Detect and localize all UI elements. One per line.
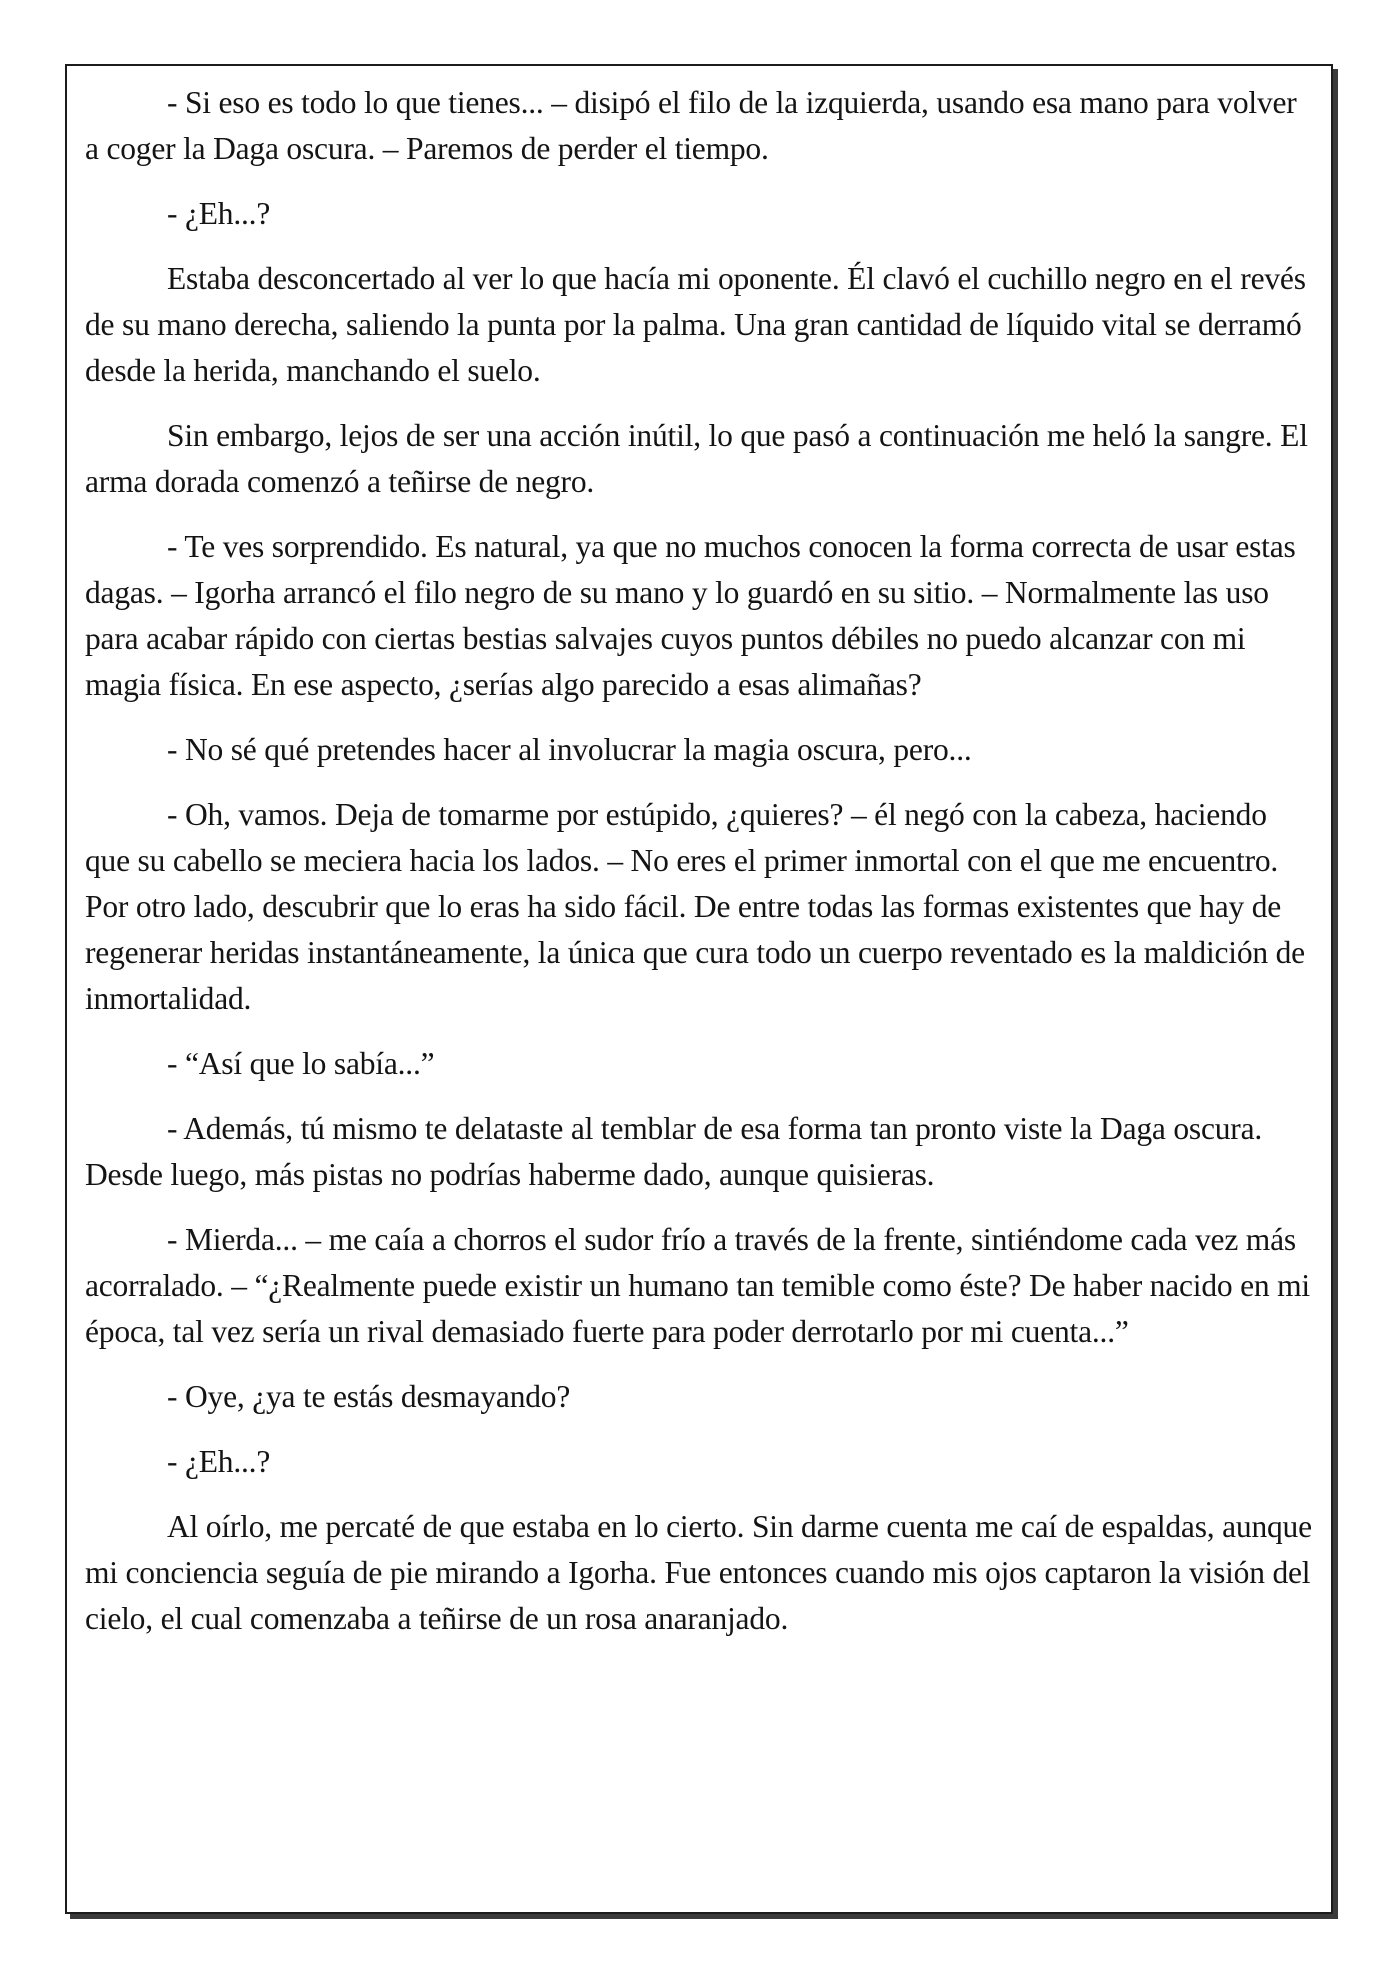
paragraph: - Si eso es todo lo que tienes... – disipó el filo de la izquierda, usando esa mano para volver a coger la Daga oscura. – Paremos de perder el tiempo. — [85, 85, 1297, 166]
paragraph: - ¿Eh...? — [167, 1444, 271, 1479]
page-frame — [65, 64, 1333, 1914]
paragraph: Estaba desconcertado al ver lo que hacía mi oponente. Él clavó el cuchillo negro en el revés de su mano derecha, saliendo la punta por la palma. Una gran cantidad de líquido vital se derramó desde la herida, manchando el suelo. — [85, 261, 1306, 388]
paragraph: - Te ves sorprendido. Es natural, ya que no muchos conocen la forma correcta de usar estas dagas. – Igorha arrancó el filo negro de su mano y lo guardó en su sitio. – Normalmente las uso para acabar rápido con ciertas bestias salvajes cuyos puntos débiles no puedo alcanzar con mi magia física. En ese aspecto, ¿serías algo parecido a esas alimañas? — [85, 529, 1296, 702]
paragraph: - No sé qué pretendes hacer al involucrar la magia oscura, pero... — [167, 732, 972, 767]
paragraph: - Oh, vamos. Deja de tomarme por estúpido, ¿quieres? – él negó con la cabeza, haciendo que su cabello se meciera hacia los lados. – No eres el primer inmortal con el que me encuentro. Por otro lado, descubrir que lo eras ha sido fácil. De entre todas las formas existentes que hay de regenerar heridas instantáneamente, la única que cura todo un cuerpo reventado es la maldición de inmortalidad. — [85, 797, 1305, 1016]
paragraph: Sin embargo, lejos de ser una acción inútil, lo que pasó a continuación me heló la sangre. El arma dorada comenzó a teñirse de negro. — [85, 418, 1308, 499]
paragraph: - Oye, ¿ya te estás desmayando? — [167, 1379, 571, 1414]
paragraph: Al oírlo, me percaté de que estaba en lo cierto. Sin darme cuenta me caí de espaldas, aunque mi conciencia seguía de pie mirando a Igorha. Fue entonces cuando mis ojos captaron la visión del cielo, el cual comenzaba a teñirse de un rosa anaranjado. — [85, 1509, 1312, 1636]
paragraph: - “Así que lo sabía...” — [167, 1046, 435, 1081]
paragraph: - Mierda... – me caía a chorros el sudor frío a través de la frente, sintiéndome cada vez más acorralado. – “¿Realmente puede existir un humano tan temible como éste? De haber nacido en mi época, tal vez sería un rival demasiado fuerte para poder derrotarlo por mi cuenta...” — [85, 1222, 1310, 1349]
paragraph: - ¿Eh...? — [167, 196, 271, 231]
paragraph: - Además, tú mismo te delataste al temblar de esa forma tan pronto viste la Daga oscura. Desde luego, más pistas no podrías haberme dado, aunque quisieras. — [85, 1111, 1263, 1192]
text-body — [85, 80, 1313, 1892]
